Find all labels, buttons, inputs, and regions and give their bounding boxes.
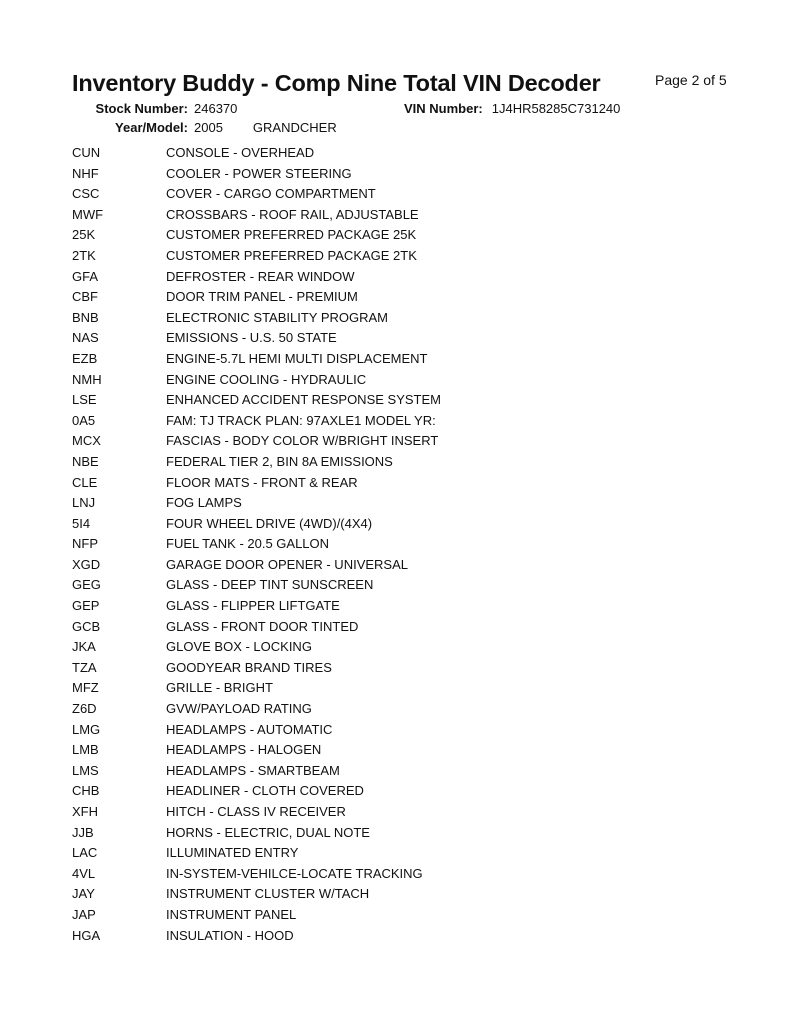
option-description: HORNS - ELECTRIC, DUAL NOTE — [166, 824, 370, 840]
option-code: JAY — [72, 886, 95, 902]
option-description: COOLER - POWER STEERING — [166, 165, 352, 181]
option-code: 5I4 — [72, 515, 91, 531]
option-row — [0, 823, 800, 844]
option-row — [0, 431, 800, 452]
option-description: GRILLE - BRIGHT — [166, 680, 273, 696]
stock-number-value: 246370 — [194, 101, 238, 116]
option-description: FEDERAL TIER 2, BIN 8A EMISSIONS — [166, 453, 393, 469]
vin-number — [404, 101, 620, 116]
option-description: CUSTOMER PREFERRED PACKAGE 25K — [166, 227, 417, 243]
option-code: HGA — [72, 927, 101, 943]
option-code: LNJ — [72, 495, 96, 511]
option-row — [0, 905, 800, 926]
option-row — [0, 658, 800, 679]
option-description: FOUR WHEEL DRIVE (4WD)/(4X4) — [166, 515, 373, 531]
option-code: GFA — [72, 268, 99, 284]
option-code: JKA — [72, 639, 96, 655]
option-row — [0, 637, 800, 658]
option-code: NAS — [72, 330, 99, 346]
option-code: MWF — [72, 206, 104, 222]
option-code: NBE — [72, 453, 99, 469]
option-row — [0, 287, 800, 308]
stock-number — [72, 101, 237, 116]
option-code: NHF — [72, 165, 99, 181]
vin-number-value: 1J4HR58285C731240 — [491, 101, 621, 116]
option-description: ENGINE-5.7L HEMI MULTI DISPLACEMENT — [166, 350, 428, 366]
option-code: EZB — [72, 350, 98, 366]
option-row — [0, 349, 800, 370]
vin-number-label: VIN Number: — [404, 101, 483, 116]
option-code: CUN — [72, 145, 101, 160]
option-code: LMG — [72, 721, 101, 737]
option-description: GLOVE BOX - LOCKING — [166, 639, 312, 655]
option-row — [0, 267, 800, 288]
option-row — [0, 225, 800, 246]
option-description: DOOR TRIM PANEL - PREMIUM — [166, 289, 358, 305]
option-row — [0, 411, 800, 432]
option-row — [0, 575, 800, 596]
option-description: INSULATION - HOOD — [166, 927, 294, 943]
page-number: Page 2 of 5 — [655, 72, 727, 88]
option-row — [0, 534, 800, 555]
year-value: 2005 — [194, 120, 223, 135]
option-code: LSE — [72, 392, 97, 408]
option-row — [0, 864, 800, 885]
option-description: GARAGE DOOR OPENER - UNIVERSAL — [166, 556, 408, 572]
option-code: XGD — [72, 556, 101, 572]
option-code: BNB — [72, 309, 99, 325]
option-description: CUSTOMER PREFERRED PACKAGE 2TK — [166, 247, 417, 263]
option-row — [0, 699, 800, 720]
option-row — [0, 452, 800, 473]
option-row — [0, 246, 800, 267]
option-code: 0A5 — [72, 412, 96, 428]
option-row — [0, 184, 800, 205]
option-row — [0, 143, 800, 164]
option-row — [0, 617, 800, 638]
option-row — [0, 328, 800, 349]
option-code: NMH — [72, 371, 102, 387]
option-row — [0, 761, 800, 782]
option-code: Z6D — [72, 701, 97, 717]
option-row — [0, 678, 800, 699]
option-code: 4VL — [72, 865, 96, 881]
option-description: ELECTRONIC STABILITY PROGRAM — [166, 309, 389, 325]
option-code: MCX — [72, 433, 101, 449]
option-code: 25K — [72, 227, 96, 243]
option-description: ENHANCED ACCIDENT RESPONSE SYSTEM — [166, 392, 441, 408]
option-code: GCB — [72, 618, 101, 634]
option-row — [0, 802, 800, 823]
option-description: HITCH - CLASS IV RECEIVER — [166, 804, 346, 819]
option-description: GLASS - DEEP TINT SUNSCREEN — [166, 577, 374, 593]
option-code: XFH — [72, 804, 98, 819]
option-code: GEG — [72, 577, 101, 593]
option-description: HEADLAMPS - HALOGEN — [166, 742, 322, 758]
option-row — [0, 555, 800, 576]
option-description: GOODYEAR BRAND TIRES — [166, 659, 332, 675]
option-description: CROSSBARS - ROOF RAIL, ADJUSTABLE — [166, 206, 419, 222]
option-row — [0, 514, 800, 535]
stock-number-label: Stock Number: — [95, 101, 188, 116]
option-row — [0, 308, 800, 329]
option-row — [0, 473, 800, 494]
model-value: GRANDCHER — [252, 120, 337, 135]
year-model — [72, 120, 337, 135]
option-code: LMS — [72, 762, 99, 778]
option-description: DEFROSTER - REAR WINDOW — [166, 268, 355, 284]
option-description: GLASS - FRONT DOOR TINTED — [166, 618, 359, 634]
option-description: INSTRUMENT PANEL — [166, 906, 297, 922]
year-model-label: Year/Model: — [115, 120, 188, 135]
option-code: CSC — [72, 186, 100, 202]
option-description: ENGINE COOLING - HYDRAULIC — [166, 371, 367, 387]
option-code: MFZ — [72, 680, 99, 696]
option-code: CBF — [72, 289, 98, 305]
option-row — [0, 493, 800, 514]
option-row — [0, 390, 800, 411]
option-row — [0, 720, 800, 741]
option-row — [0, 164, 800, 185]
option-description: HEADLAMPS - AUTOMATIC — [166, 721, 333, 737]
option-description: INSTRUMENT CLUSTER W/TACH — [166, 886, 370, 902]
option-description: COVER - CARGO COMPARTMENT — [166, 186, 376, 202]
option-row — [0, 781, 800, 802]
option-description: GVW/PAYLOAD RATING — [166, 701, 312, 717]
option-code: NFP — [72, 536, 98, 552]
option-code: CLE — [72, 474, 98, 490]
option-description: IN-SYSTEM-VEHILCE-LOCATE TRACKING — [166, 865, 423, 881]
option-code: 2TK — [72, 247, 96, 263]
option-code: GEP — [72, 598, 100, 614]
option-code: LMB — [72, 742, 99, 758]
option-description: GLASS - FLIPPER LIFTGATE — [166, 598, 340, 614]
option-row — [0, 926, 800, 947]
option-description: CONSOLE - OVERHEAD — [166, 145, 315, 160]
option-description: HEADLINER - CLOTH COVERED — [166, 783, 364, 799]
option-code: TZA — [72, 659, 97, 675]
option-row — [0, 740, 800, 761]
option-description: FUEL TANK - 20.5 GALLON — [166, 536, 330, 552]
option-row — [0, 843, 800, 864]
option-row — [0, 884, 800, 905]
option-code: JJB — [72, 824, 94, 840]
option-description: ILLUMINATED ENTRY — [166, 845, 299, 861]
option-code: JAP — [72, 906, 96, 922]
option-code: LAC — [72, 845, 98, 861]
option-code: CHB — [72, 783, 100, 799]
option-description: FLOOR MATS - FRONT & REAR — [166, 474, 358, 490]
option-description: FAM: TJ TRACK PLAN: 97AXLE1 MODEL YR: — [166, 412, 436, 428]
options-list — [0, 143, 800, 946]
page-title: Inventory Buddy - Comp Nine Total VIN Decoder — [72, 70, 601, 96]
option-row — [0, 370, 800, 391]
option-description: FOG LAMPS — [166, 495, 242, 511]
option-row — [0, 596, 800, 617]
option-description: EMISSIONS - U.S. 50 STATE — [166, 330, 337, 346]
option-description: FASCIAS - BODY COLOR W/BRIGHT INSERT — [166, 433, 439, 449]
option-row — [0, 205, 800, 226]
option-description: HEADLAMPS - SMARTBEAM — [166, 762, 340, 778]
